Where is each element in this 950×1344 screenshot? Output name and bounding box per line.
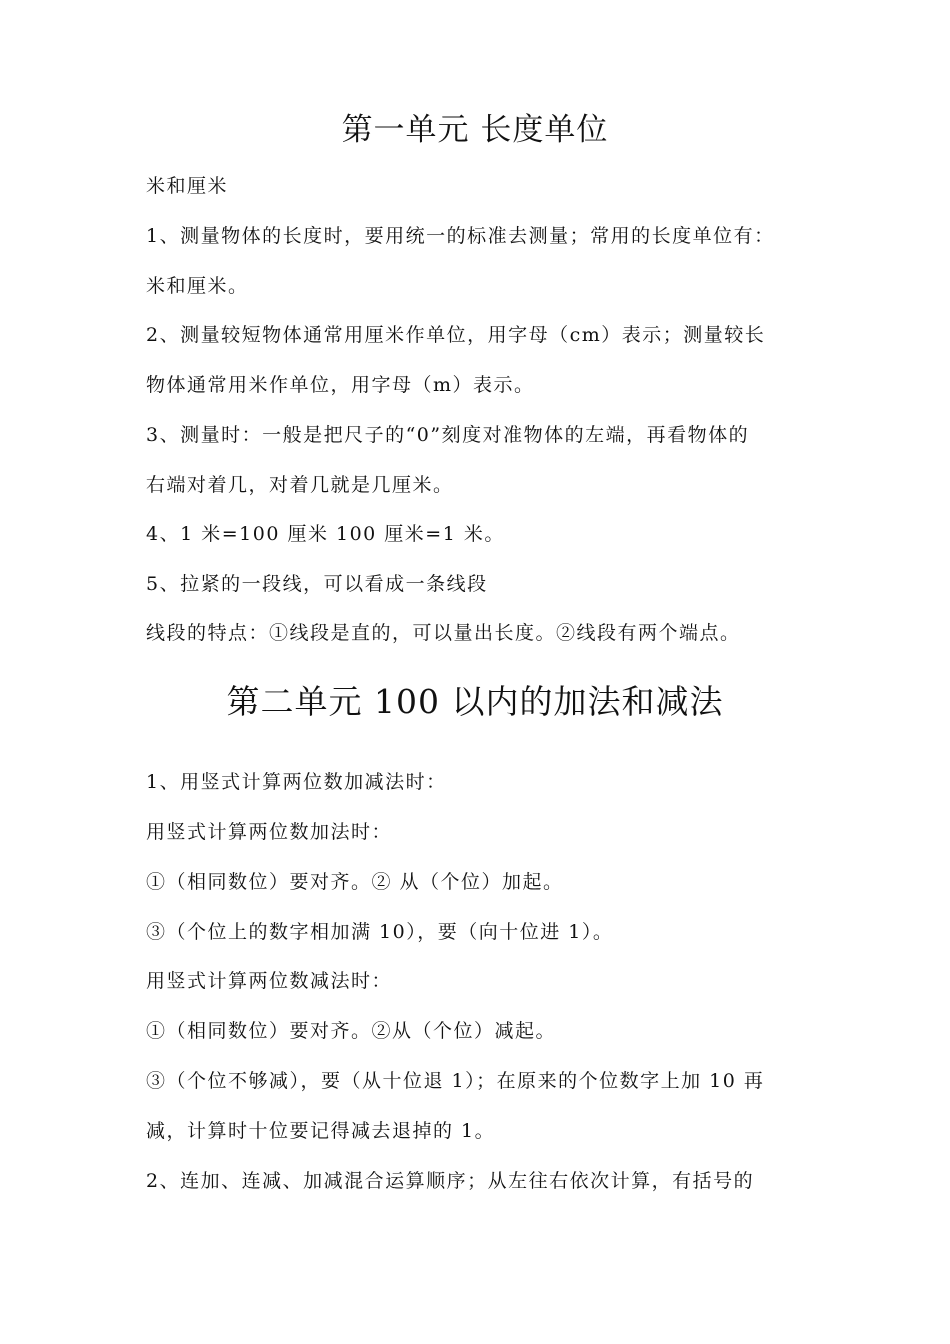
section-2-title: 第二单元 100 以内的加法和减法: [226, 682, 724, 721]
section-2-line: 1、用竖式计算两位数加减法时：: [146, 771, 447, 793]
section-2-line: ①（相同数位）要对齐。② 从（个位）加起。: [146, 871, 564, 893]
section-1-line: 5、拉紧的一段线，可以看成一条线段: [146, 573, 488, 595]
section-2-line: ③（个位不够减），要（从十位退 1）；在原来的个位数字上加 10 再: [146, 1070, 765, 1092]
section-2-line: 减，计算时十位要记得减去退掉的 1。: [146, 1120, 496, 1142]
section-1-line: 米和厘米: [146, 175, 229, 197]
section-1-line: 1、测量物体的长度时，要用统一的标准去测量；常用的长度单位有：: [146, 225, 775, 247]
section-2-line: 2、连加、连减、加减混合运算顺序；从左往右依次计算，有括号的: [146, 1170, 755, 1192]
section-1-title: 第一单元 长度单位: [341, 112, 609, 148]
section-1-line: 4、1 米=100 厘米 100 厘米=1 米。: [146, 523, 505, 545]
section-1-line: 2、测量较短物体通常用厘米作单位，用字母（cm）表示；测量较长: [146, 324, 766, 346]
section-2-line: ①（相同数位）要对齐。②从（个位）减起。: [146, 1020, 557, 1042]
section-1-line: 线段的特点：①线段是直的，可以量出长度。②线段有两个端点。: [146, 622, 741, 644]
section-1-line: 米和厘米。: [146, 275, 249, 297]
section-2-line: 用竖式计算两位数加法时：: [146, 821, 393, 843]
section-2-line: 用竖式计算两位数减法时：: [146, 970, 393, 992]
section-2-line: ③（个位上的数字相加满 10），要（向十位进 1）。: [146, 921, 614, 943]
section-1-line: 右端对着几，对着几就是几厘米。: [146, 474, 454, 496]
section-1-line: 物体通常用米作单位，用字母（m）表示。: [146, 374, 535, 396]
section-1-line: 3、测量时：一般是把尺子的“0”刻度对准物体的左端，再看物体的: [146, 424, 750, 446]
